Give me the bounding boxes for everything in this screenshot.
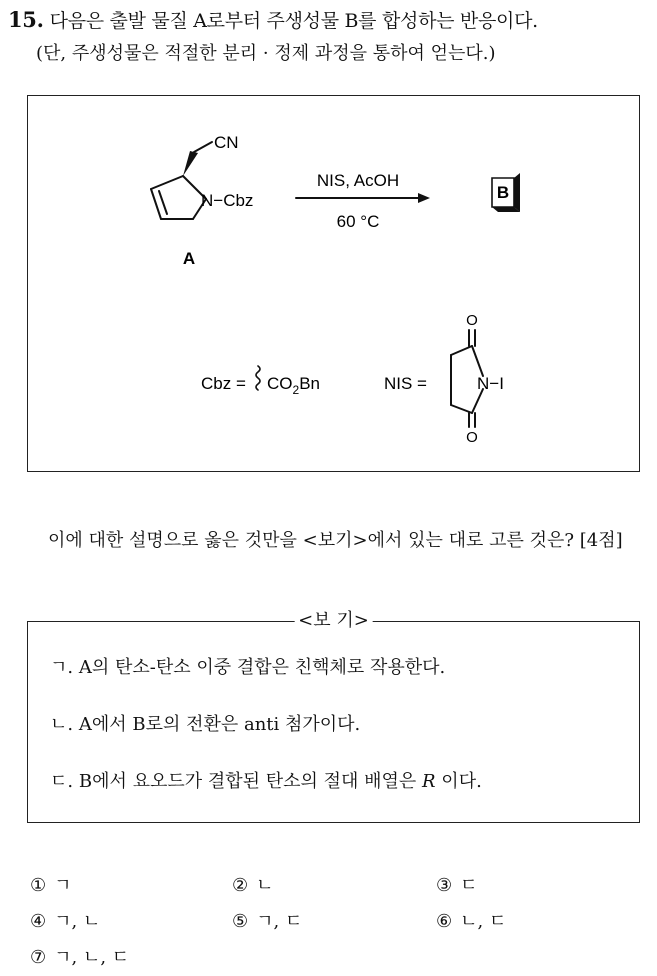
- question-number: 15.: [8, 7, 44, 32]
- bogi-item-italic-r: R: [422, 771, 436, 792]
- bogi-item-text: A의 탄소-탄소 이중 결합은 친핵체로 작용한다.: [78, 657, 446, 678]
- choice-number: ③: [436, 875, 453, 896]
- question-note: (단, 주생성물은 적절한 분리 · 정제 과정을 통하여 얻는다.): [36, 43, 496, 64]
- question-prompt: 이에 대한 설명으로 옳은 것만을 <보기>에서 있는 대로 고른 것은? [4점]: [48, 530, 623, 551]
- bogi-item-mark: ㄱ.: [50, 657, 74, 678]
- choice-6[interactable]: [436, 909, 506, 935]
- choice-text: ㄴ, ㄷ: [460, 911, 507, 932]
- choice-text: ㄱ, ㄴ: [54, 911, 101, 932]
- bogi-item-3: [50, 768, 482, 796]
- nis-oxygen-top: O: [466, 312, 478, 329]
- ring-bond-c3-c2: [151, 176, 183, 189]
- n-cbz-label: N−Cbz: [201, 191, 254, 210]
- reaction-arrow-head: [418, 193, 430, 203]
- compound-a-label: A: [182, 249, 196, 268]
- choice-number: ⑤: [232, 911, 249, 932]
- choice-4[interactable]: [30, 909, 100, 935]
- question-heading: [8, 6, 653, 35]
- product-label: B: [496, 183, 510, 202]
- reagents-label: NIS, AcOH: [316, 171, 400, 190]
- product-box-shadow-side: [514, 173, 520, 212]
- ring-double-bond-inner: [159, 191, 167, 214]
- choice-7[interactable]: [30, 945, 129, 971]
- choice-1[interactable]: [30, 873, 72, 899]
- bogi-item-mark: ㄷ.: [50, 771, 74, 792]
- bogi-item-text: A에서 B로의 전환은 anti 첨가이다.: [78, 714, 361, 735]
- cbz-structure-label: $CO_2Bn$: [267, 374, 320, 397]
- choice-text: ㄷ: [460, 875, 478, 896]
- nis-bond-c1-n: [472, 346, 483, 376]
- nis-n-i-label: N−I: [477, 374, 504, 393]
- choice-text: ㄱ, ㄷ: [256, 911, 303, 932]
- choice-3[interactable]: [436, 873, 478, 899]
- question-text: 다음은 출발 물질 A로부터 주생성물 B를 합성하는 반응이다.: [49, 10, 538, 32]
- reaction-scheme-drawing: [28, 96, 641, 473]
- choice-text: ㄱ, ㄴ, ㄷ: [54, 947, 130, 968]
- choice-text: ㄴ: [256, 875, 274, 896]
- choice-text: ㄱ: [54, 875, 72, 896]
- nis-bond-ch2-c1: [451, 346, 472, 355]
- choice-number: ④: [30, 911, 47, 932]
- bogi-title: <보 기>: [294, 608, 373, 634]
- choice-number: ①: [30, 875, 47, 896]
- choice-2[interactable]: [232, 873, 274, 899]
- conditions-label: 60 °C: [336, 212, 380, 231]
- bogi-item-text: B에서 요오드가 결합된 탄소의 절대 배열은: [78, 771, 423, 792]
- choice-5[interactable]: [232, 909, 302, 935]
- bogi-item-2: [50, 711, 360, 739]
- nis-definition-label: NIS =: [384, 374, 427, 393]
- bogi-item-1: [50, 654, 445, 682]
- nis-bond-c2-ch2: [451, 405, 472, 413]
- nis-oxygen-bottom: O: [466, 429, 478, 446]
- cbz-definition-label: Cbz =: [201, 374, 246, 393]
- bogi-item-text-after: 이다.: [435, 771, 482, 792]
- wavy-bond-icon: [256, 366, 260, 390]
- wedge-bond: [183, 151, 198, 176]
- bogi-item-mark: ㄴ.: [50, 714, 74, 735]
- choice-number: ⑥: [436, 911, 453, 932]
- bogi-box: [27, 610, 640, 823]
- side-chain-bond: [194, 142, 212, 152]
- cn-label: CN: [214, 133, 239, 152]
- choice-number: ②: [232, 875, 249, 896]
- reaction-scheme-box: [27, 95, 640, 472]
- choice-number: ⑦: [30, 947, 47, 968]
